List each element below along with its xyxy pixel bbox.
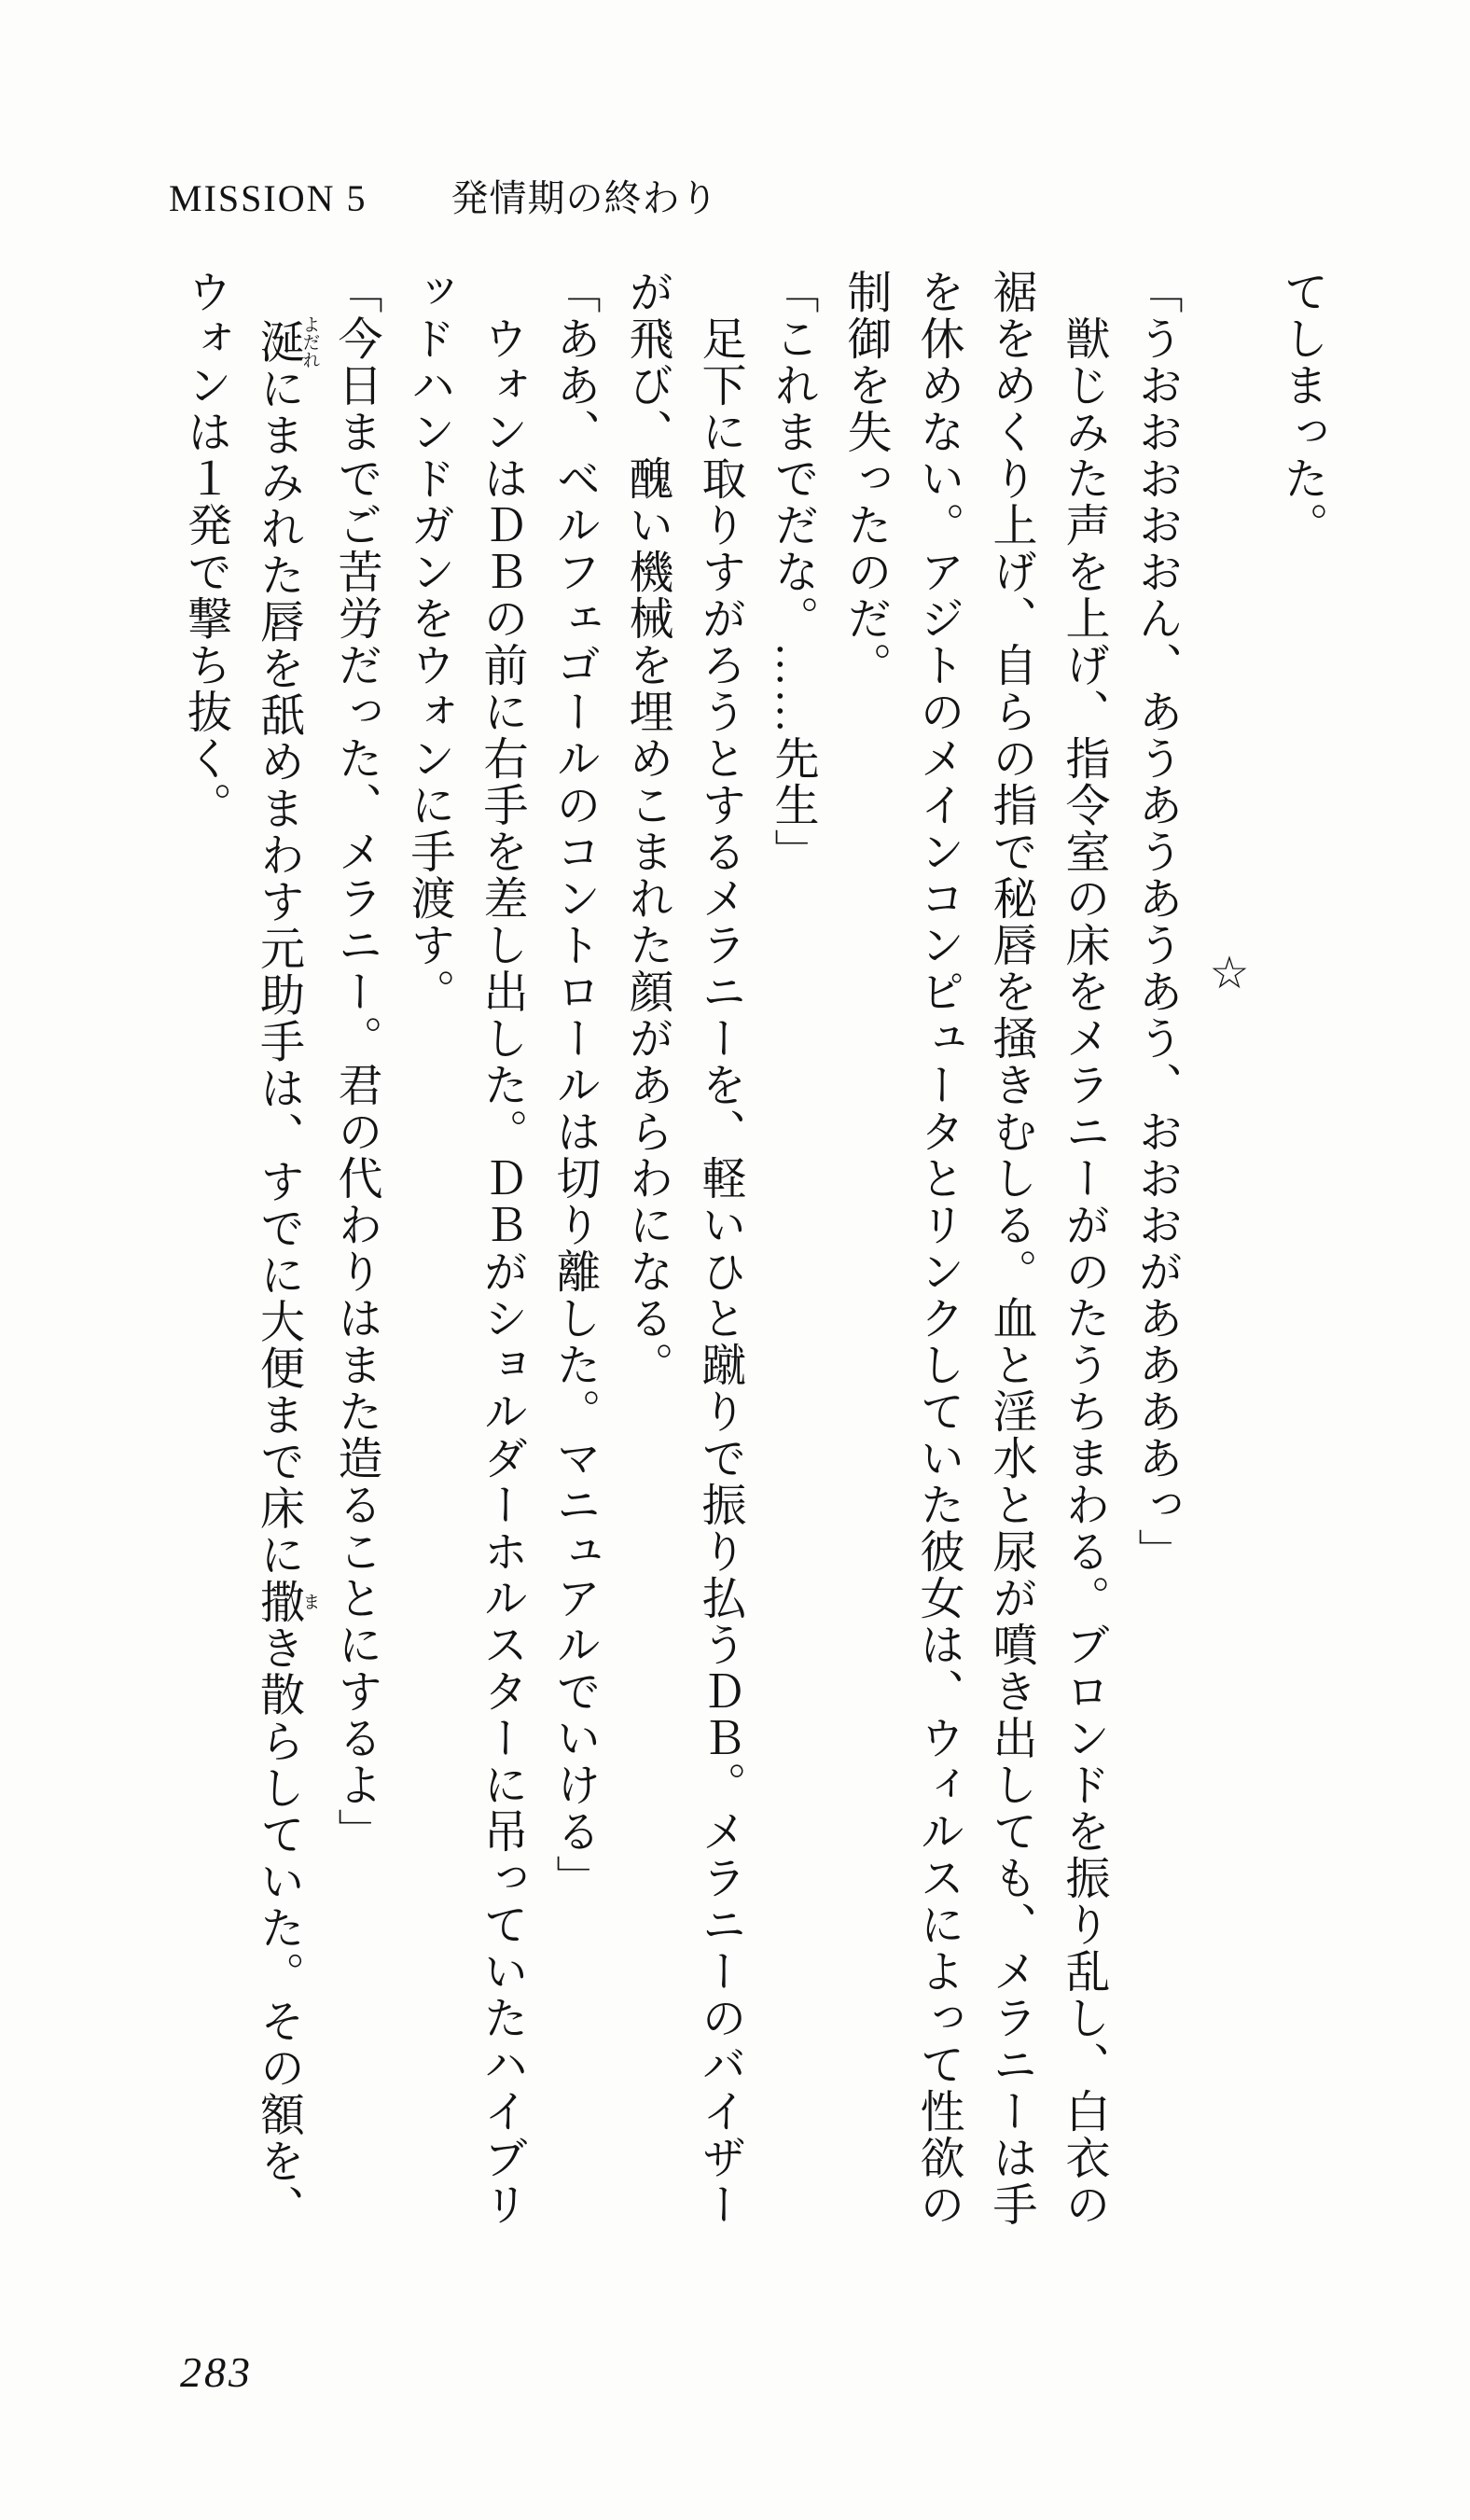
- text-column-09: 足下に取りすがろうとするメラニーを、軽いひと蹴りで振り払うＤＢ。メラニーのバイザー: [695, 315, 744, 2228]
- text-column-15: [242, 269, 320, 2232]
- ruby-base-ma: 撒: [253, 1578, 303, 1625]
- ruby-ma: [253, 1578, 320, 1625]
- page-number: 283: [180, 2348, 253, 2396]
- text-column-13: ッドハンドガンをウォンに手渡す。: [404, 269, 453, 1015]
- text-column-10: が飛び、醜い機械を埋めこまれた顔があらわになる。: [622, 269, 672, 1388]
- furigana-ma: ま: [299, 1578, 320, 1625]
- vertical-text-block: [169, 269, 1338, 2232]
- text-column-14: 「今日までご苦労だった、メラニー。君の代わりはまた造ることにするよ」: [331, 269, 381, 1855]
- text-column-04: 獣じみた声を上げ、指令室の床をメラニーがのたうちまわる。ブロンドを振り乱し、白衣の: [1059, 315, 1108, 2228]
- text-column-15-end: き散らしていた。その額を、: [253, 1624, 303, 2232]
- text-column-16: ウォンは１発で撃ち抜く。: [180, 269, 230, 828]
- text-column-06: を休めない。アジトのメインコンピュータとリンクしていた彼女は、ウィルスによって性欲の: [913, 269, 963, 2228]
- mission-label: MISSION 5: [169, 177, 368, 219]
- ruby-base-yodare: 涎: [253, 315, 303, 369]
- text-column-08: 「これまでだな。……先生」: [768, 269, 817, 875]
- text-column-01: てしまった。: [1277, 269, 1326, 549]
- text-column-11: 「ああ、ベルフェゴールのコントロールは切り離した。マニュアルでいける」: [549, 269, 599, 1901]
- text-column-12: ウォンはＤＢの前に右手を差し出した。ＤＢがショルダーホルスターに吊っていたハイブリ: [477, 315, 526, 2228]
- text-column-03: 「うおおおおおん、あうあうあうあう、おおおがああああっ」: [1131, 269, 1181, 1575]
- text-column-15-mid: にまみれた唇を舐めまわす元助手は、すでに大便まで床に: [253, 365, 303, 1579]
- section-divider-star: ☆: [1204, 947, 1254, 1001]
- chapter-header: [169, 169, 718, 222]
- text-column-05: 裾をめくり上げ、自らの指で秘唇を掻きむしる。血と淫水と尿が噴き出しても、メラニーは手: [986, 269, 1035, 2228]
- chapter-title: 発情期の終わり: [451, 177, 719, 219]
- ruby-yodare: [253, 315, 320, 369]
- text-column-07: 制御を失ったのだ。: [840, 269, 890, 689]
- furigana-yodare: よだれ: [299, 315, 320, 369]
